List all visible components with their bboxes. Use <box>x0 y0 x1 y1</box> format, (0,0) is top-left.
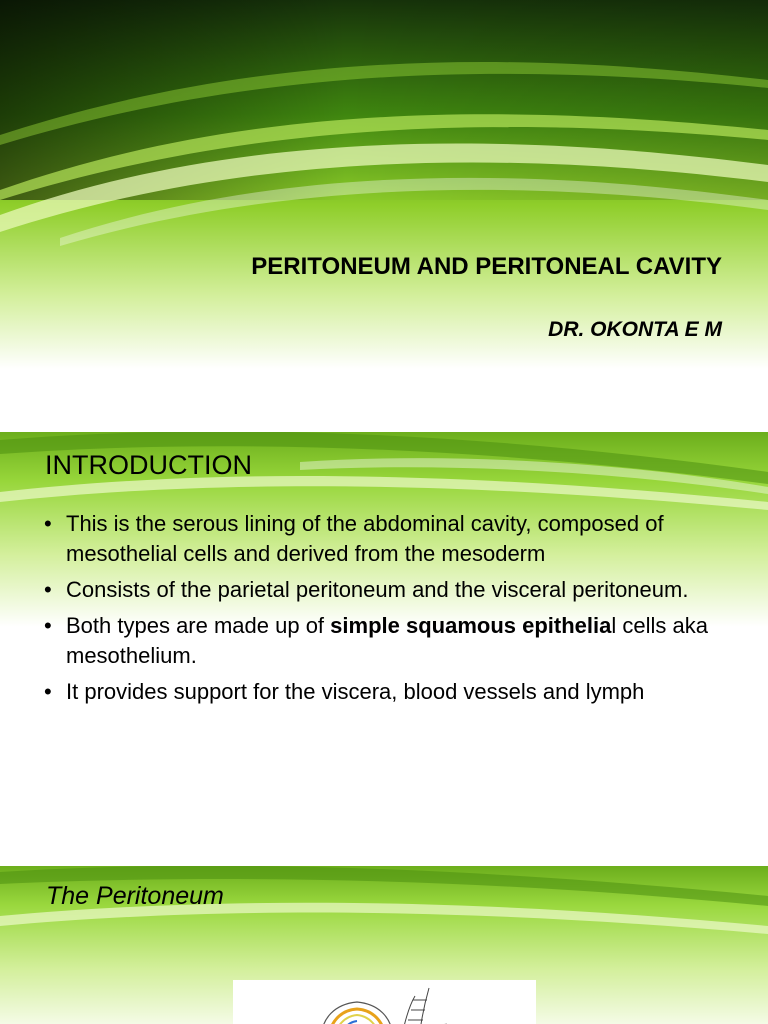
peritoneum-diagram-image <box>233 980 536 1024</box>
bullet-text: It provides support for the viscera, blood vessels and lymph <box>66 679 645 704</box>
bullet-text <box>66 613 708 668</box>
bullet-text: This is the serous lining of the abdominal cavity, composed of mesothelial cells and derived from the mesoderm <box>66 511 664 566</box>
green-wave-background <box>0 0 768 410</box>
bullet-text: Consists of the parietal peritoneum and the visceral peritoneum. <box>66 577 689 602</box>
list-item <box>44 575 734 605</box>
bullet-point: • <box>44 679 52 704</box>
bullet-point: • <box>44 613 52 638</box>
author-name: DR. OKONTA E M <box>548 318 722 341</box>
list-item <box>44 677 734 707</box>
bullet-list <box>44 509 734 713</box>
title-slide <box>0 0 768 410</box>
presentation-title: PERITONEUM AND PERITONEAL CAVITY <box>251 253 722 280</box>
section-heading: The Peritoneum <box>46 882 224 910</box>
anatomy-sketch <box>233 980 536 1024</box>
list-item <box>44 509 734 569</box>
bullet-text-pre: Both types are made up of <box>66 613 331 638</box>
list-item <box>44 611 734 671</box>
peritoneum-slide <box>0 866 768 1024</box>
bullet-text-bold: simple squamous epithelia <box>330 613 612 638</box>
introduction-slide <box>0 432 768 838</box>
bullet-point: • <box>44 577 52 602</box>
section-heading: INTRODUCTION <box>45 450 252 480</box>
bullet-point: • <box>44 511 52 536</box>
bullet-text-post: l cells aka mesothelium. <box>66 613 708 668</box>
